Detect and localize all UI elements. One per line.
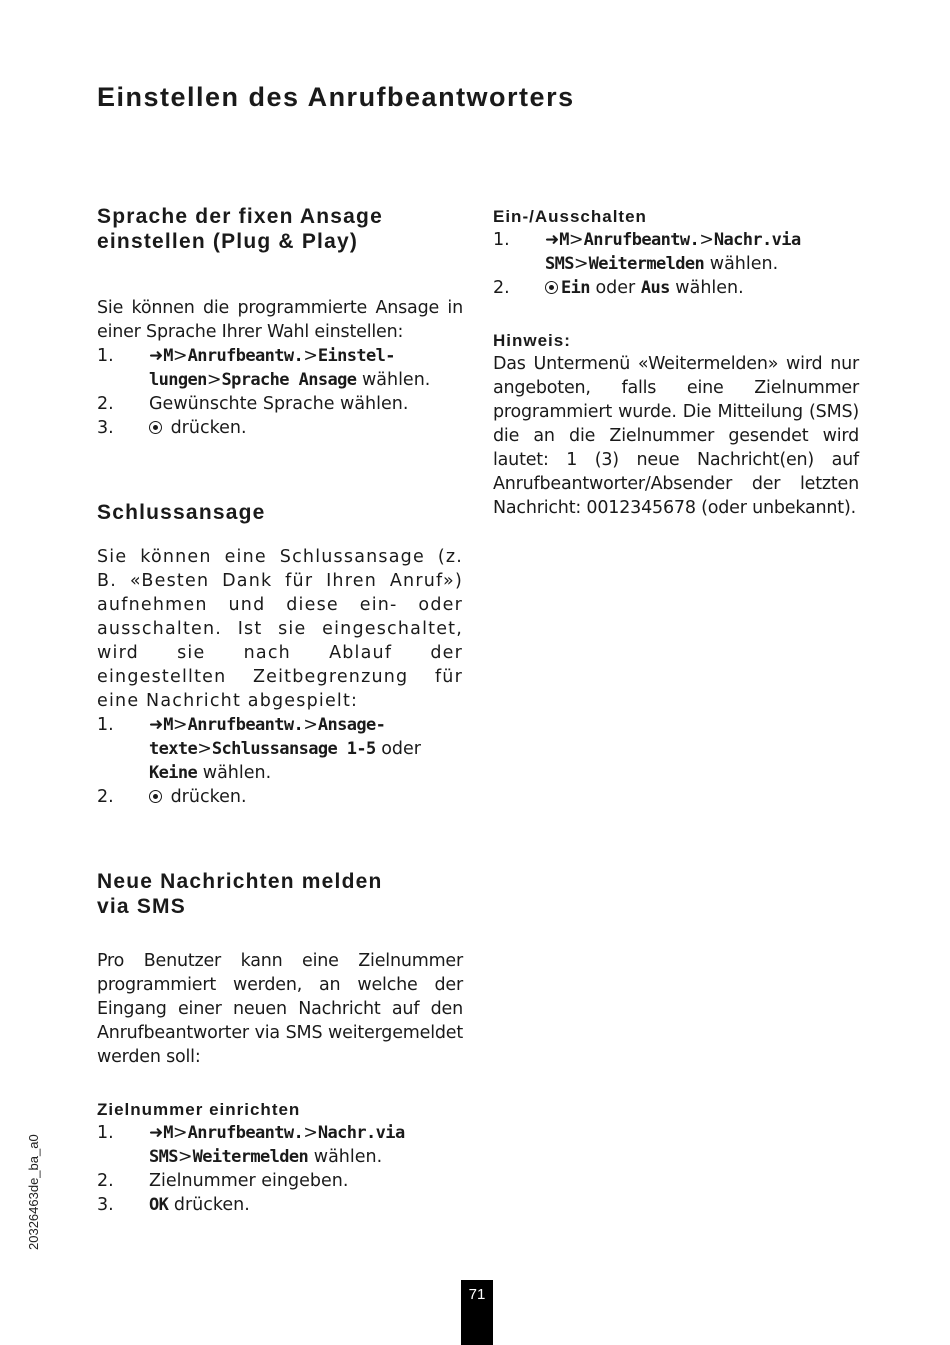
heading-line-1: Sprache der fixen Ansage	[97, 205, 383, 228]
step-list	[97, 344, 463, 440]
menu-label: Weitermelden	[192, 1147, 309, 1167]
step-item	[97, 785, 463, 809]
menu-separator: >	[573, 254, 589, 274]
menu-label: lungen	[149, 370, 207, 390]
step-item	[97, 1169, 463, 1193]
menu-label: M	[163, 1123, 173, 1143]
note-heading: Hinweis:	[493, 331, 571, 350]
menu-separator: >	[303, 346, 318, 366]
step-item	[97, 1121, 463, 1169]
section-intro: Sie können die programmierte Ansage in einer Sprache Ihrer Wahl einstellen:	[97, 298, 463, 342]
section-heading-schlussansage: Schlussansage	[97, 501, 266, 524]
step-tail: wählen.	[356, 370, 431, 390]
menu-label: Anrufbeantw.	[187, 346, 304, 366]
step-number: 2.	[493, 278, 510, 298]
step-item	[97, 416, 463, 440]
navigation-key-icon	[149, 790, 162, 803]
step-number: 3.	[97, 418, 114, 438]
arrow-right-icon: ➜	[149, 1123, 164, 1143]
step-text: drücken.	[165, 787, 247, 807]
option-label-aus: Aus	[640, 278, 670, 298]
menu-separator: >	[699, 230, 714, 250]
step-tail: wählen.	[197, 763, 272, 783]
step-list	[97, 1121, 463, 1217]
step-number: 2.	[97, 394, 114, 414]
step-number: 3.	[97, 1195, 114, 1215]
menu-separator: >	[172, 715, 188, 735]
step-or: oder	[589, 278, 641, 298]
menu-label: Anrufbeantw.	[583, 230, 700, 250]
step-list	[97, 713, 463, 809]
heading-line-2: einstellen (Plug & Play)	[97, 230, 359, 253]
page-title: Einstellen des Anrufbeantworters	[97, 82, 575, 112]
step-number: 1.	[493, 230, 510, 250]
menu-label: M	[163, 346, 173, 366]
menu-label: M	[163, 715, 173, 735]
menu-label: Sprache Ansage	[221, 370, 357, 390]
step-text: Gewünschte Sprache wählen.	[149, 394, 409, 414]
menu-label: SMS	[545, 254, 574, 274]
menu-label: Nachr.via	[713, 230, 801, 250]
menu-label: Schlussansage 1-5	[211, 739, 376, 759]
step-item	[97, 344, 463, 392]
navigation-key-icon	[149, 421, 162, 434]
step-tail: wählen.	[669, 278, 744, 298]
document-code: 20326463de_ba_a0	[26, 1134, 41, 1250]
step-number: 2.	[97, 787, 114, 807]
step-item	[493, 228, 859, 276]
step-number: 1.	[97, 346, 114, 366]
subheading-zielnummer: Zielnummer einrichten	[97, 1100, 301, 1119]
subheading-ein-ausschalten: Ein-/Ausschalten	[493, 207, 647, 226]
menu-label: Anrufbeantw.	[187, 715, 304, 735]
right-column	[493, 206, 859, 520]
step-text: Zielnummer eingeben.	[149, 1171, 349, 1191]
menu-separator: >	[568, 230, 584, 250]
navigation-key-icon	[545, 281, 558, 294]
menu-label: Einstel-	[317, 346, 395, 366]
step-tail: wählen.	[704, 254, 779, 274]
section-intro: Sie können eine Schlussansage (z. B. «Besten Dank für Ihren Anruf») aufnehmen und diese ein- oder ausschalten. Ist sie eingeschaltet, wird sie nach Ablauf der eingestellten Zeitbegrenzung für eine Nachricht abgespielt:	[97, 547, 463, 711]
heading-line-2: via SMS	[97, 895, 186, 918]
menu-separator: >	[206, 370, 222, 390]
step-item	[97, 713, 463, 785]
menu-label: Weitermelden	[588, 254, 705, 274]
menu-separator: >	[177, 1147, 193, 1167]
arrow-right-icon: ➜	[149, 715, 164, 735]
arrow-right-icon: ➜	[149, 346, 164, 366]
step-item	[97, 1193, 463, 1217]
step-or: oder	[375, 739, 421, 759]
menu-separator: >	[172, 346, 188, 366]
menu-label: Anrufbeantw.	[187, 1123, 304, 1143]
section-intro: Pro Benutzer kann eine Zielnummer programmiert werden, an welche der Eingang einer neuen Nachricht auf den Anrufbeantworter via SMS weitergemeldet werden soll:	[97, 951, 463, 1067]
step-number: 2.	[97, 1171, 114, 1191]
ok-key-label: OK	[149, 1195, 169, 1215]
step-item	[493, 276, 859, 300]
menu-label: Nachr.via	[317, 1123, 405, 1143]
option-label-ein: Ein	[561, 278, 590, 298]
arrow-right-icon: ➜	[545, 230, 560, 250]
page-number: 71	[461, 1280, 493, 1345]
menu-separator: >	[303, 1123, 318, 1143]
left-column	[97, 204, 463, 1217]
menu-separator: >	[197, 739, 212, 759]
menu-label: Ansage-	[317, 715, 386, 735]
section-heading-sms	[97, 869, 463, 919]
menu-label: texte	[149, 739, 198, 759]
menu-separator: >	[303, 715, 318, 735]
section-heading-sprache	[97, 204, 463, 254]
menu-separator: >	[172, 1123, 188, 1143]
menu-label: M	[559, 230, 569, 250]
step-list	[493, 228, 859, 300]
step-text: drücken.	[165, 418, 247, 438]
step-text: drücken.	[168, 1195, 250, 1215]
heading-line-1: Neue Nachrichten melden	[97, 870, 383, 893]
menu-label: SMS	[149, 1147, 178, 1167]
step-item	[97, 392, 463, 416]
step-number: 1.	[97, 715, 114, 735]
note-text: Das Untermenü «Weitermelden» wird nur angeboten, falls eine Zielnummer programmiert wurde. Die Mitteilung (SMS) die an die Zielnummer gesendet wird lautet: 1 (3) neue Nachricht(en) auf Anrufbeantworter/Absender der letzten Nachricht: 0012345678 (oder unbekannt).	[493, 354, 859, 518]
menu-label: Keine	[149, 763, 198, 783]
step-number: 1.	[97, 1123, 114, 1143]
step-tail: wählen.	[308, 1147, 383, 1167]
